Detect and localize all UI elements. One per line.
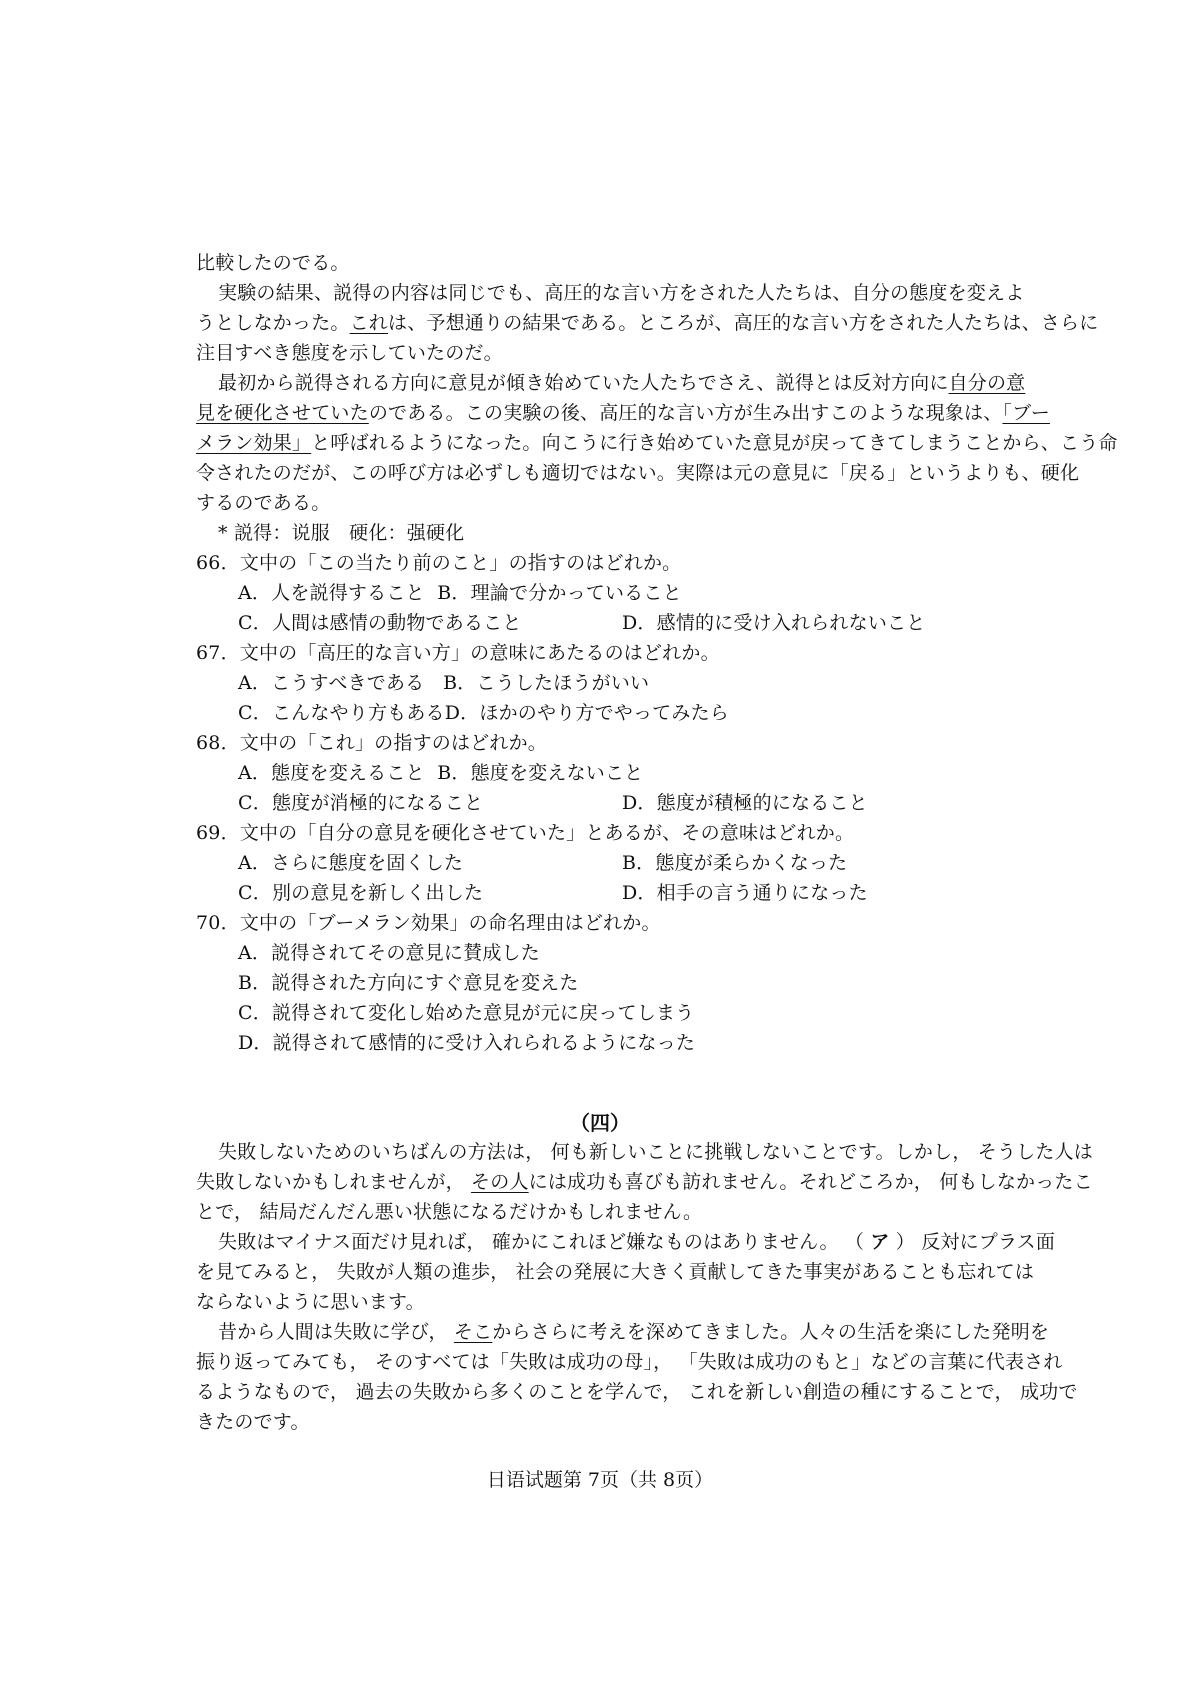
passage-line: 令されたのだが、この呼び方は必ずしも適切ではない。実際は元の意見に「戻る」というよりも、硬化 — [196, 462, 1080, 484]
passage-line: 振り返ってみても， そのすべては「失敗は成功の母」， 「失敗は成功のもと」などの言葉に代表され — [196, 1351, 1063, 1373]
passage-line: 昔から人間は失敗に学び， そこからさらに考えを深めてきました。人々の生活を楽にした発明を — [218, 1321, 1050, 1343]
option-b: B．説得された方向にすぐ意見を変えた — [238, 972, 579, 994]
option-a: A．態度を変えること B．態度を変えないこと — [238, 762, 644, 784]
option-c: C．態度が消極的になること — [238, 792, 484, 814]
question-stem: 67．文中の「高圧的な言い方」の意味にあたるのはどれか。 — [196, 642, 720, 664]
passage-line: 比較したのでる。 — [196, 252, 350, 274]
option-d: D．感情的に受け入れられないこと — [622, 612, 926, 634]
blank-a: ア — [870, 1231, 890, 1253]
section-title: （四） — [570, 1111, 630, 1135]
option-b: B．態度が柔らかくなった — [622, 852, 848, 874]
option-b: B．こうしたほうがいい — [443, 672, 650, 694]
passage-line: 最初から説得される方向に意見が傾き始めていた人たちでさえ、説得とは反対方向に自分の意 — [218, 372, 1026, 394]
option-d: D．ほかのやり方でやってみたら — [444, 702, 729, 724]
underlined-kore: これ — [349, 312, 389, 334]
passage-line: メラン効果」と呼ばれるようになった。向こうに行き始めていた意見が戻ってきてしまうことから、こう命 — [196, 432, 1118, 454]
passage-line: 実験の結果、説得の内容は同じでも、高圧的な言い方をされた人たちは、自分の態度を変えよ — [218, 282, 1025, 304]
passage-line: 注目すべき態度を示していたのだ。 — [196, 342, 503, 364]
passage-line: ならないように思います。 — [196, 1291, 425, 1313]
passage-line: るようなもので， 過去の失敗から多くのことを学んで， これを新しい創造の種にすることで， 成功で — [196, 1381, 1078, 1403]
option-c: C．こんなやり方もあるD．ほかのやり方でやってみたら — [238, 702, 729, 724]
underlined-sono-hito: その人 — [471, 1171, 529, 1193]
passage-line: するのである。 — [196, 492, 331, 514]
passage-line: きたのです。 — [196, 1411, 310, 1433]
option-d: D．相手の言う通りになった — [622, 882, 868, 904]
vocab-note: * 説得：说服 硬化：强硬化 — [218, 522, 465, 544]
option-a: A．説得されてその意見に賛成した — [238, 942, 540, 964]
underlined-phrase: メラン効果」 — [196, 432, 312, 454]
passage-line: 見を硬化させていたのである。この実験の後、高圧的な言い方が生み出すこのような現象は、「ブー — [196, 402, 1050, 424]
option-d: D．態度が積極的になること — [622, 792, 868, 814]
option-c: C．人間は感情の動物であること — [238, 612, 522, 634]
question-stem: 69．文中の「自分の意見を硬化させていた」とあるが、その意味はどれか。 — [196, 822, 855, 844]
passage-line: を見てみると， 失敗が人類の進歩， 社会の発展に大きく貢献してきた事実があることも忘れては — [196, 1261, 1035, 1283]
underlined-phrase: 「ブー — [1002, 402, 1050, 424]
option-b: B．理論で分かっていること — [437, 582, 682, 604]
question-stem: 66．文中の「この当たり前のこと」の指すのはどれか。 — [196, 552, 682, 574]
passage-line: 失敗はマイナス面だけ見れば， 確かにこれほど嫌なものはありません。 （ ア ） 反対にプラス面 — [218, 1231, 1056, 1253]
underlined-phrase: 見を硬化させていた — [196, 402, 369, 424]
option-b: B．態度を変えないこと — [437, 762, 644, 784]
option-c: C．説得されて変化し始めた意見が元に戻ってしまう — [238, 1002, 695, 1024]
passage-line: 失敗しないかもしれませんが， その人には成功も喜びも訪れません。それどころか， 何もしなかったこ — [196, 1171, 1093, 1193]
underlined-phrase: 自分の意 — [948, 372, 1026, 394]
question-stem: 70．文中の「ブーメラン効果」の命名理由はどれか。 — [196, 912, 661, 934]
option-d: D．説得されて感情的に受け入れられるようになった — [238, 1032, 696, 1054]
page-footer: 日语试题第 7页（共 8页） — [486, 1469, 714, 1491]
question-stem: 68．文中の「これ」の指すのはどれか。 — [196, 732, 547, 754]
option-a: A．こうすべきである B．こうしたほうがいい — [238, 672, 650, 694]
option-c: C．別の意見を新しく出した — [238, 882, 484, 904]
option-a: A．人を説得すること B．理論で分かっていること — [238, 582, 682, 604]
passage-line: とで， 結局だんだん悪い状態になるだけかもしれません。 — [196, 1201, 703, 1223]
option-a: A．さらに態度を固くした — [238, 852, 464, 874]
passage-line: 失敗しないためのいちばんの方法は， 何も新しいことに挑戦しないことです。しかし， そうした人は — [218, 1141, 1093, 1163]
underlined-soko: そこ — [453, 1321, 493, 1343]
passage-line: うとしなかった。これは、予想通りの結果である。ところが、高圧的な言い方をされた人たちは、さらに — [196, 312, 1099, 334]
